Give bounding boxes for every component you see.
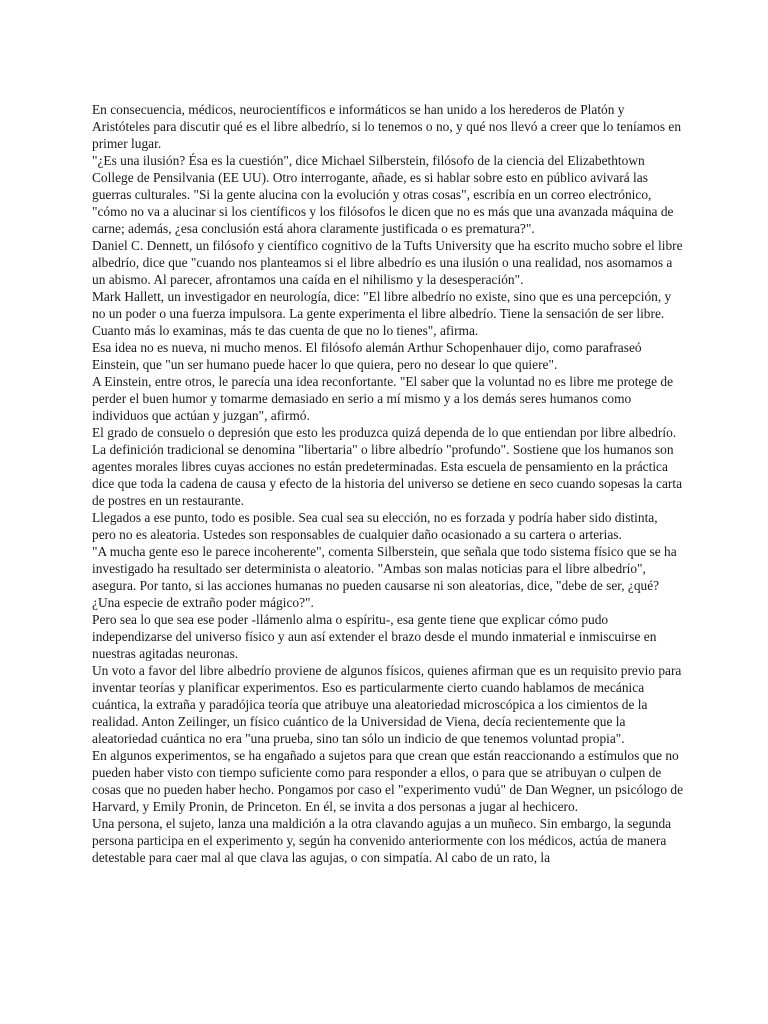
paragraph-7: El grado de consuelo o depresión que esto les produzca quizá dependa de lo que entiendan por libre albedrío. La definición tradicional se denomina "libertaria" o libre albedrío "profundo". Sostiene que los humanos son agentes morales libres cuyas acciones no están predeterminadas. Esta escuela de pensamiento en la práctica dice que toda la cadena de causa y efecto de la historia del universo se detiene en seco cuando sopesas la carta de postres en un restaurante. [92, 425, 683, 508]
paragraph-1: En consecuencia, médicos, neurocientíficos e informáticos se han unido a los herederos de Platón y Aristóteles para discutir qué es el libre albedrío, si lo tenemos o no, y qué nos llevó a creer que lo teníamos en primer lugar. [92, 102, 682, 151]
paragraph-2: "¿Es una ilusión? Ésa es la cuestión", dice Michael Silberstein, filósofo de la ciencia del Elizabethtown College de Pensilvania (EE UU). Otro interrogante, añade, es si hablar sobre esto en público avivará las guerras culturales. "Si la gente alucina con la evolución y otras cosas", escribía en un correo electrónico, "cómo no va a alucinar si los científicos y los filósofos le dicen que no es más que una avanzada máquina de carne; además, ¿esa conclusión está ahora claramente justificada o es prematura?". [92, 153, 674, 236]
paragraph-8: Llegados a ese punto, todo es posible. Sea cual sea su elección, no es forzada y podría haber sido distinta, pero no es aleatoria. Ustedes son responsables de cualquier daño ocasionado a su cartera o arterias. [92, 510, 658, 542]
paragraph-13: Una persona, el sujeto, lanza una maldición a la otra clavando agujas a un muñeco. Sin embargo, la segunda persona participa en el experimento y, según ha convenido anteriormente con los médicos, actúa de manera detestable para caer mal al que clava las agujas, o con simpatía. Al cabo de un rato, la [92, 816, 672, 865]
paragraph-3: Daniel C. Dennett, un filósofo y científico cognitivo de la Tufts University que ha escrito mucho sobre el libre albedrío, dice que "cuando nos planteamos si el libre albedrío es una ilusión o una realidad, nos asomamos a un abismo. Al parecer, afrontamos una caída en el nihilismo y la desesperación". [92, 238, 683, 287]
paragraph-5: Esa idea no es nueva, ni mucho menos. El filósofo alemán Arthur Schopenhauer dijo, como parafraseó Einstein, que "un ser humano puede hacer lo que quiera, pero no desear lo que quiere". [92, 340, 642, 372]
paragraph-6: A Einstein, entre otros, le parecía una idea reconfortante. "El saber que la voluntad no es libre me protege de perder el buen humor y tomarme demasiado en serio a mí mismo y a los demás seres humanos como individuos que actúan y juzgan", afirmó. [92, 374, 674, 423]
paragraph-10: Pero sea lo que sea ese poder -llámenlo alma o espíritu-, esa gente tiene que explicar cómo pudo independizarse del universo físico y aun así extender el brazo desde el mundo inmaterial e inmiscuirse en nuestras agitadas neuronas. [92, 612, 657, 661]
paragraph-9: "A mucha gente eso le parece incoherente", comenta Silberstein, que señala que todo sistema físico que se ha investigado ha resultado ser determinista o aleatorio. "Ambas son malas noticias para el libre albedrío", asegura. Por tanto, si las acciones humanas no pueden causarse ni son aleatorias, dice, "debe de ser, ¿qué? ¿Una especie de extraño poder mágico?". [92, 544, 677, 610]
paragraph-12: En algunos experimentos, se ha engañado a sujetos para que crean que están reaccionando a estímulos que no pueden haber visto con tiempo suficiente como para responder a ellos, o para que se atribuyan o culpen de cosas que no pueden haber hecho. Pongamos por caso el "experimento vudú" de Dan Wegner, un psicólogo de Harvard, y Emily Pronin, de Princeton. En él, se invita a dos personas a jugar al hechicero. [92, 748, 684, 814]
document-page [92, 101, 684, 866]
paragraph-4: Mark Hallett, un investigador en neurología, dice: "El libre albedrío no existe, sino que es una percepción, y no un poder o una fuerza impulsora. La gente experimenta el libre albedrío. Tiene la sensación de ser libre. Cuanto más lo examinas, más te das cuenta de que no lo tienes", afirma. [92, 289, 672, 338]
paragraph-11: Un voto a favor del libre albedrío proviene de algunos físicos, quienes afirman que es un requisito previo para inventar teorías y planificar experimentos. Eso es particularmente cierto cuando hablamos de mecánica cuántica, la extraña y paradójica teoría que atribuye una aleatoriedad microscópica a los cimientos de la realidad. Anton Zeilinger, un físico cuántico de la Universidad de Viena, decía recientemente que la aleatoriedad cuántica no era "una prueba, sino tan sólo un indicio de que tenemos voluntad propia". [92, 663, 682, 746]
